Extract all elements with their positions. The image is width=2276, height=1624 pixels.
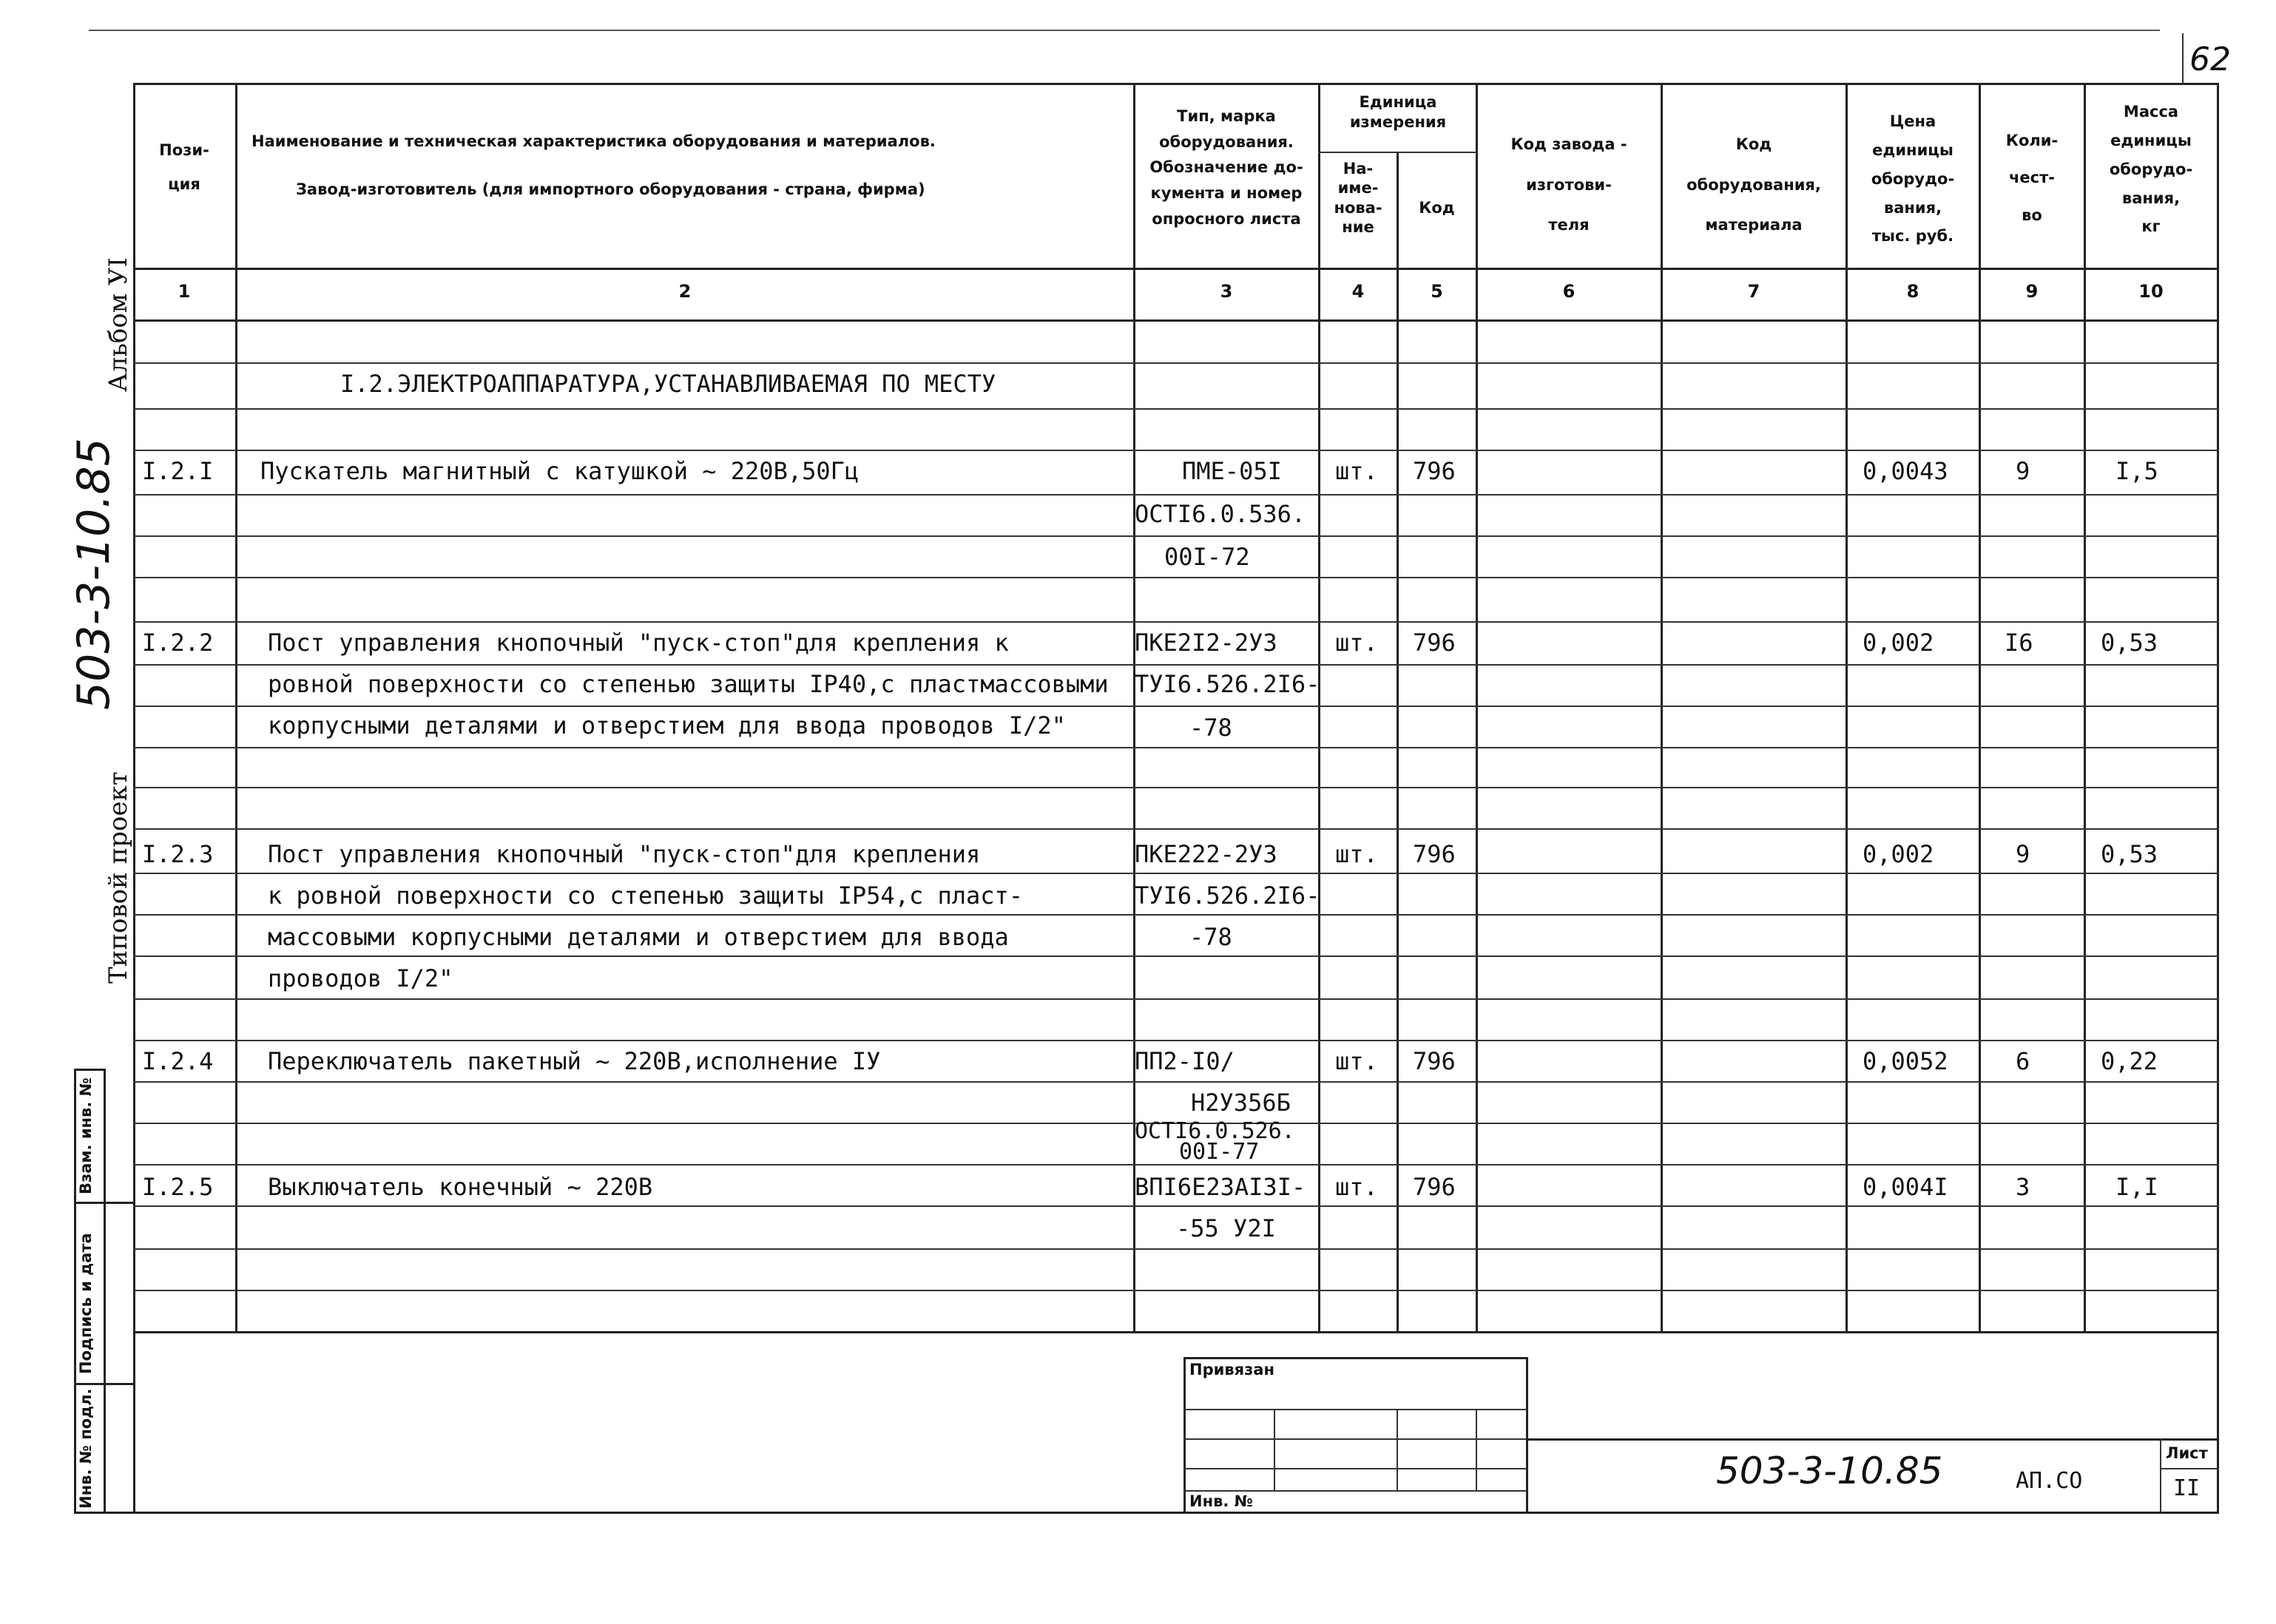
- stamp-box-left: [1183, 1357, 1186, 1512]
- title-block-top: [1526, 1438, 2219, 1441]
- hdr-name-line1: Наименование и техническая характеристика оборудования и материалов.: [251, 132, 936, 150]
- colnum-10: 10: [2138, 281, 2164, 302]
- left-stamp-div2: [74, 1383, 135, 1385]
- hdr-position: Пози- ция: [159, 141, 209, 194]
- item-price: 0,002: [1863, 840, 1934, 868]
- item-mass: I,5: [2115, 457, 2158, 485]
- row-line: [133, 1164, 2219, 1165]
- col-line-7: [1846, 83, 1848, 1333]
- row-line: [133, 747, 2219, 748]
- left-stamp-outer: [74, 1069, 76, 1514]
- item-name-line: к ровной поверхности со степенью защиты IP54,с пласт-: [268, 882, 1024, 910]
- item-type-line: -78: [1189, 923, 1232, 951]
- row-line: [133, 621, 2219, 623]
- item-unit-code: 796: [1413, 840, 1456, 868]
- unit-group-line: [1318, 152, 1477, 153]
- item-mass: 0,53: [2101, 840, 2158, 868]
- item-name-line: проводов I/2": [268, 964, 453, 992]
- hdr-equipment-code: Код оборудования, материала: [1686, 135, 1821, 234]
- stamp-box-top: [1183, 1357, 1527, 1359]
- item-type-line: ТУI6.526.2I6-: [1135, 882, 1320, 910]
- document-mark: АП.СО: [2016, 1468, 2083, 1494]
- item-unit: шт.: [1335, 1173, 1378, 1201]
- col-line-5: [1476, 83, 1478, 1333]
- item-mass: 0,53: [2101, 629, 2158, 657]
- row-line: [133, 914, 2219, 916]
- sign-date-label: Подпись и дата: [77, 1233, 95, 1374]
- item-name-line: массовыми корпусными деталями и отверстием для ввода: [268, 923, 1009, 951]
- frame-bottom: [74, 1512, 2219, 1514]
- frame-top: [133, 83, 2219, 85]
- item-unit: шт.: [1335, 1047, 1378, 1075]
- row-line: [133, 1081, 2219, 1083]
- col-line-4: [1397, 152, 1399, 1333]
- sheet-box-left: [2160, 1438, 2161, 1512]
- colnum-9: 9: [2025, 281, 2039, 302]
- item-unit: шт.: [1335, 457, 1378, 485]
- sheet-number: II: [2173, 1475, 2201, 1501]
- item-position: I.2.3: [142, 840, 214, 868]
- header-bottom-line: [133, 268, 2219, 270]
- row-line: [133, 535, 2219, 537]
- item-name-line: корпусными деталями и отверстием для ввода проводов I/2": [268, 711, 1066, 740]
- colnum-4: 4: [1351, 281, 1365, 302]
- item-type-line: 00I-72: [1164, 543, 1250, 571]
- left-stamp-div1: [74, 1202, 135, 1204]
- item-type-line: -78: [1189, 714, 1232, 742]
- hdr-unit-code: Код: [1419, 199, 1455, 217]
- item-quantity: 6: [2016, 1047, 2030, 1075]
- album-label: Альбом УI: [104, 257, 133, 392]
- hdr-unit-name: На- име- нова- ние: [1334, 160, 1382, 236]
- page-number: 62: [2189, 41, 2231, 78]
- stamp-box-divider: [1397, 1409, 1398, 1490]
- row-line: [133, 450, 2219, 451]
- hdr-quantity: Коли- чест- во: [2005, 132, 2059, 224]
- item-quantity: 9: [2016, 840, 2030, 868]
- item-unit-code: 796: [1413, 629, 1456, 657]
- col-line-3: [1318, 83, 1320, 1333]
- left-stamp-inner: [104, 1069, 106, 1514]
- hdr-type: Тип, марка оборудования. Обозначение до- кумента и номер опросного листа: [1149, 107, 1303, 228]
- colnum-1: 1: [178, 281, 191, 302]
- item-unit: шт.: [1335, 629, 1378, 657]
- top-edge-line: [89, 30, 2160, 31]
- project-code-side: 503-3-10.85: [68, 438, 120, 710]
- row-line: [133, 1205, 2219, 1207]
- row-line: [133, 706, 2219, 707]
- colnum-5: 5: [1431, 281, 1443, 302]
- stamp-box-right: [1526, 1357, 1528, 1512]
- row-line: [133, 577, 2219, 578]
- item-quantity: I6: [2005, 629, 2033, 657]
- inv-replace-label: Взам. инв. №: [77, 1077, 95, 1194]
- item-quantity: 3: [2016, 1173, 2030, 1201]
- typical-project-label: Типовой проект: [104, 771, 133, 984]
- frame-right: [2217, 83, 2219, 1514]
- inv-number-label: Инв. №: [1189, 1492, 1253, 1510]
- item-name-line: Выключатель конечный ~ 220В: [268, 1173, 653, 1201]
- table-bottom-line: [133, 1331, 2219, 1333]
- row-line: [133, 955, 2219, 957]
- sheet-box-line: [2160, 1468, 2219, 1469]
- row-line: [133, 873, 2219, 874]
- col-line-2: [1133, 83, 1135, 1333]
- item-name-line: Пост управления кнопочный "пуск-стоп"для крепления: [268, 840, 981, 868]
- item-unit-code: 796: [1413, 457, 1456, 485]
- col-line-1: [235, 83, 237, 1333]
- hdr-price: Цена единицы оборудо- вания, тыс. руб.: [1871, 112, 1955, 246]
- item-type-line: ОСТI6.0.536.: [1135, 500, 1306, 528]
- colnum-8: 8: [1906, 281, 1919, 302]
- item-mass: 0,22: [2101, 1047, 2158, 1075]
- section-title: I.2.ЭЛЕКТРОАППАРАТУРА,УСТАНАВЛИВАЕМАЯ ПО МЕСТУ: [340, 370, 996, 398]
- left-stamp-top: [74, 1069, 105, 1071]
- item-mass: I,I: [2115, 1173, 2158, 1201]
- item-name-line: ровной поверхности со степенью защиты IP40,с пластмассовыми: [268, 670, 1109, 698]
- item-price: 0,004I: [1863, 1173, 1948, 1201]
- item-type-line: ТУI6.526.2I6-: [1135, 670, 1320, 698]
- item-unit-code: 796: [1413, 1047, 1456, 1075]
- item-name-line: Пост управления кнопочный "пуск-стоп"для крепления к: [268, 629, 1009, 657]
- item-type-line: ПМЕ-05I: [1182, 457, 1282, 485]
- item-name-line: Пускатель магнитный с катушкой ~ 220В,50Гц: [260, 457, 860, 485]
- item-type-line: ПКЕ2I2-2У3: [1135, 629, 1277, 657]
- colnum-7: 7: [1747, 281, 1760, 302]
- item-quantity: 9: [2016, 457, 2030, 485]
- item-type-line: ПП2-I0/: [1135, 1047, 1235, 1075]
- row-line: [133, 664, 2219, 666]
- hdr-factory-code: Код завода - изготови- теля: [1510, 135, 1627, 234]
- item-type-line: ВПI6Е23АI3I-: [1135, 1173, 1306, 1201]
- item-price: 0,002: [1863, 629, 1934, 657]
- document-code: 503-3-10.85: [1716, 1449, 1943, 1492]
- stamp-box-divider: [1274, 1409, 1275, 1490]
- item-position: I.2.I: [142, 457, 214, 485]
- bound-label: Привязан: [1189, 1361, 1274, 1378]
- colnum-2: 2: [678, 281, 692, 302]
- row-line: [133, 828, 2219, 830]
- item-type-line: 00I-77: [1179, 1139, 1260, 1165]
- row-line: [133, 1248, 2219, 1250]
- item-unit-code: 796: [1413, 1173, 1456, 1201]
- row-line: [133, 494, 2219, 495]
- row-line: [133, 1290, 2219, 1291]
- colnum-3: 3: [1220, 281, 1233, 302]
- item-type-line: Н2У356Б: [1191, 1089, 1291, 1117]
- item-position: I.2.5: [142, 1173, 214, 1201]
- row-line: [133, 362, 2219, 364]
- item-type-line: -55 У2I: [1176, 1214, 1276, 1242]
- hdr-name-line2: Завод-изготовитель (для импортного оборудования - страна, фирма): [296, 180, 925, 198]
- col-line-6: [1661, 83, 1663, 1333]
- hdr-mass: Масса единицы оборудо- вания, кг: [2109, 103, 2193, 236]
- item-type-line: ПКЕ222-2У3: [1135, 840, 1277, 868]
- inv-orig-label: Инв. № подл.: [77, 1388, 95, 1509]
- row-line: [133, 408, 2219, 410]
- item-price: 0,0052: [1863, 1047, 1948, 1075]
- hdr-unit-group: Единица измерения: [1349, 93, 1447, 132]
- item-type-line: ОСТI6.0.526.: [1135, 1118, 1295, 1144]
- item-name-line: Переключатель пакетный ~ 220В,исполнение IУ: [268, 1047, 881, 1075]
- col-line-9: [2084, 83, 2086, 1333]
- colnum-6: 6: [1562, 281, 1576, 302]
- col-line-8: [1979, 83, 1981, 1333]
- stamp-box-divider: [1476, 1409, 1477, 1490]
- item-unit: шт.: [1335, 840, 1378, 868]
- row-line: [133, 998, 2219, 1000]
- item-price: 0,0043: [1863, 457, 1948, 485]
- item-position: I.2.2: [142, 629, 214, 657]
- row-line: [133, 787, 2219, 788]
- row-line: [133, 1040, 2219, 1041]
- item-position: I.2.4: [142, 1047, 214, 1075]
- colnum-bottom-line: [133, 319, 2219, 322]
- stamp-box-line: [1183, 1490, 1527, 1492]
- sheet-label: Лист: [2166, 1444, 2208, 1462]
- page-number-divider: [2182, 33, 2184, 85]
